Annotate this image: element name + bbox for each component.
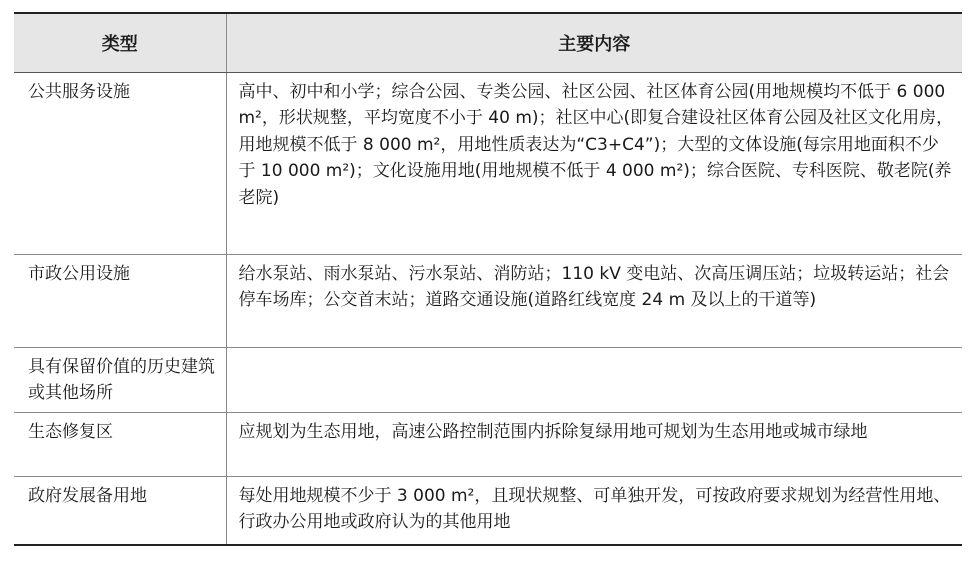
row-type-cell: 市政公用设施 <box>14 254 226 347</box>
facility-types-table <box>14 12 962 546</box>
row-content-cell: 给水泵站、雨水泵站、污水泵站、消防站；110 kV 变电站、次高压调压站；垃圾转运站；社会停车场库；公交首末站；道路交通设施(道路红线宽度 24 m 及以上的干道等) <box>226 254 962 347</box>
table-row <box>14 412 962 476</box>
table-row <box>14 254 962 347</box>
table-row <box>14 72 962 254</box>
row-content-cell: 应规划为生态用地，高速公路控制范围内拆除复绿用地可规划为生态用地或城市绿地 <box>226 412 962 476</box>
table-row <box>14 476 962 545</box>
row-type-cell: 公共服务设施 <box>14 72 226 254</box>
header-content: 主要内容 <box>226 13 962 72</box>
table-header-row <box>14 13 962 72</box>
row-content-cell <box>226 347 962 412</box>
row-type-cell: 具有保留价值的历史建筑或其他场所 <box>14 347 226 412</box>
row-type-cell: 生态修复区 <box>14 412 226 476</box>
content-table-container <box>14 12 962 546</box>
table-row <box>14 347 962 412</box>
row-content-cell: 高中、初中和小学；综合公园、专类公园、社区公园、社区体育公园(用地规模均不低于 6 000 m²，形状规整，平均宽度不小于 40 m)；社区中心(即复合建设社区体育公园及社区文化用房，用地规模不低于 8 000 m²，用地性质表达为“C3+C4”)；大型的文体设施(每宗用地面积不少于 10 000 m²)；文化设施用地(用地规模不低于 4 000 m²)；综合医院、专科医院、敬老院(养老院) <box>226 72 962 254</box>
header-type: 类型 <box>14 13 226 72</box>
row-type-cell: 政府发展备用地 <box>14 476 226 545</box>
row-content-cell: 每处用地规模不少于 3 000 m²，且现状规整、可单独开发，可按政府要求规划为经营性用地、行政办公用地或政府认为的其他用地 <box>226 476 962 545</box>
